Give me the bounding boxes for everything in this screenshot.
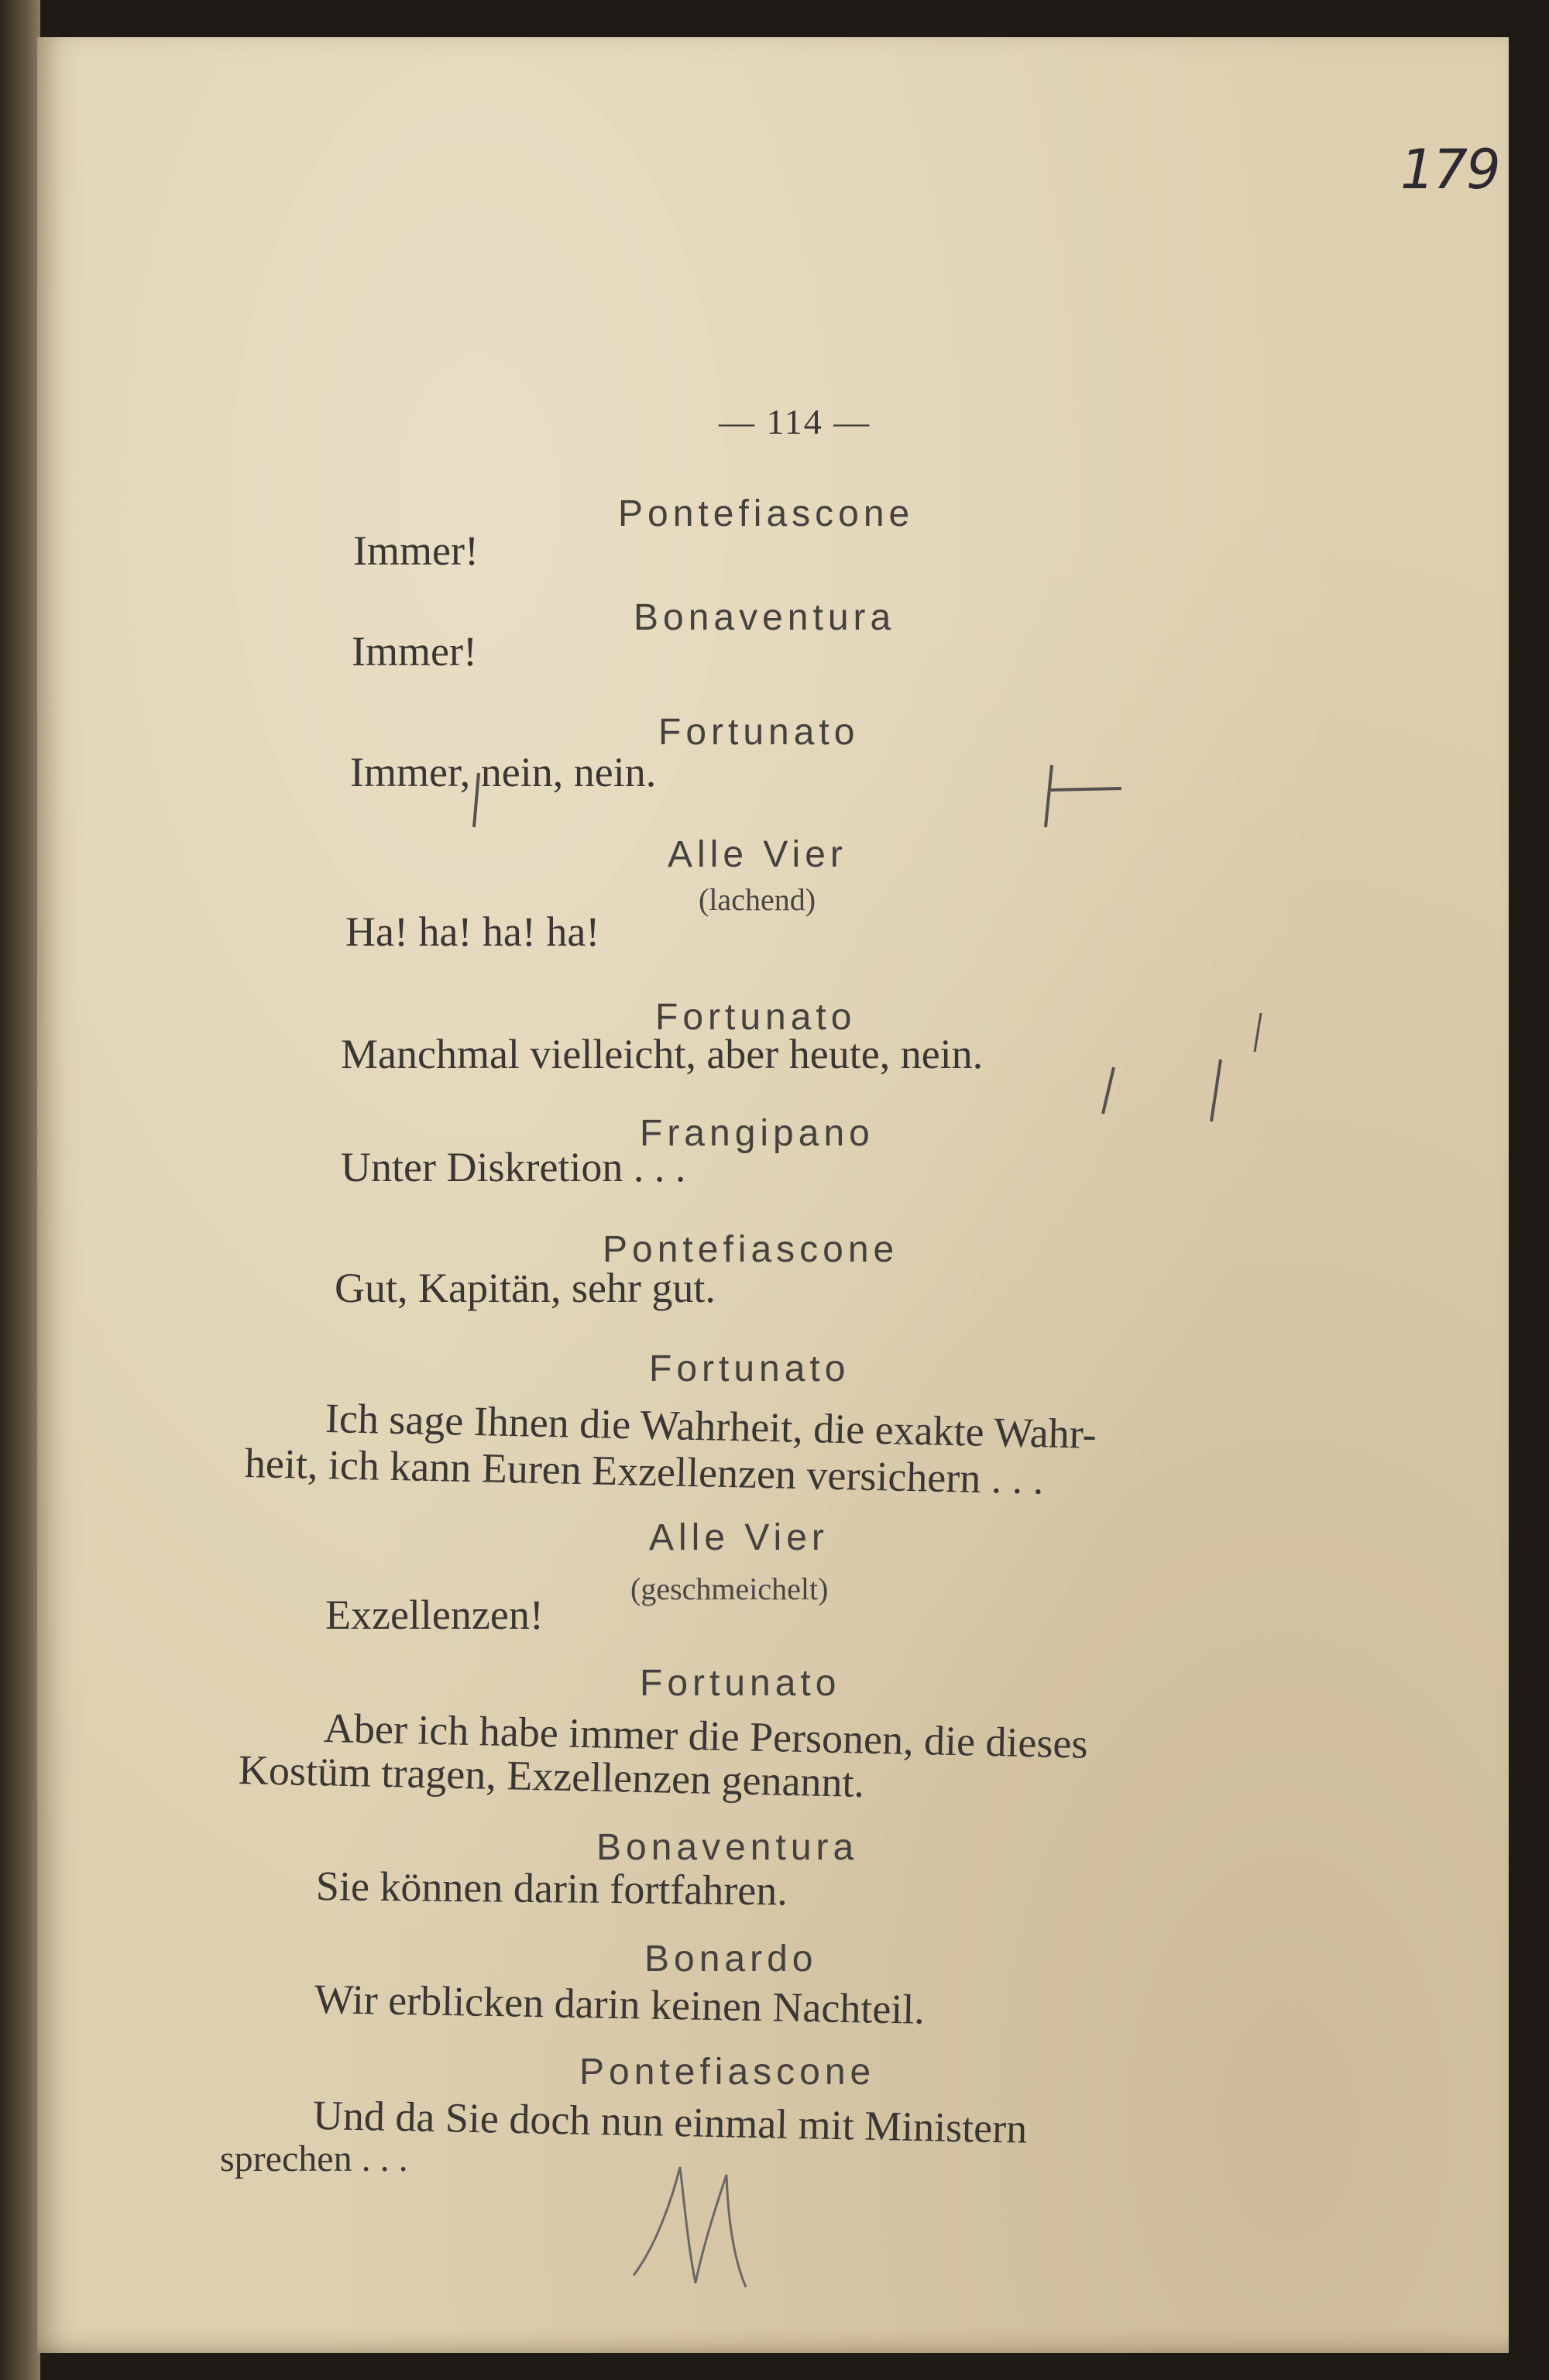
pencil-mark-icon: [1029, 734, 1152, 843]
speaker-name: Frangipano: [640, 1113, 874, 1154]
dialogue-line: Immer!: [352, 628, 477, 675]
speaker-name: Bonardo: [644, 1939, 818, 1980]
dialogue-line: heit, ich kann Euren Exzellenzen versichern . . .: [244, 1440, 1044, 1503]
dialogue-line: Wir erblicken darin keinen Nachteil.: [314, 1976, 926, 2033]
dialogue-line: sprechen . . .: [220, 2138, 408, 2179]
dialogue-line: Unter Diskretion . . .: [341, 1144, 686, 1190]
book-page: [37, 37, 1509, 2353]
dialogue-line: Immer, nein, nein.: [350, 749, 657, 795]
dialogue-line: Ich sage Ihnen die Wahrheit, die exakte Wahr-: [325, 1395, 1097, 1458]
speaker-name: Fortunato: [655, 997, 857, 1038]
handwritten-folio-number: 179: [1400, 138, 1499, 201]
dialogue-line: Ha! ha! ha! ha!: [345, 908, 600, 955]
speaker-name: Fortunato: [640, 1663, 841, 1704]
dialogue-line: Exzellenzen!: [325, 1592, 544, 1638]
speaker-name: Pontefiascone: [603, 1229, 899, 1270]
dialogue-line: Gut, Kapitän, sehr gut.: [335, 1265, 716, 1311]
speaker-name: Alle Vier: [668, 834, 847, 875]
stage-direction: (geschmeichelt): [630, 1571, 829, 1606]
book-spine: [0, 0, 40, 2380]
stage-direction: (lachend): [699, 882, 816, 917]
dialogue-line: Manchmal vielleicht, aber heute, nein.: [341, 1031, 984, 1077]
speaker-name: Alle Vier: [649, 1517, 829, 1558]
speaker-name: Fortunato: [649, 1348, 850, 1389]
dialogue-line: Kostüm tragen, Exzellenzen genannt.: [238, 1746, 865, 1806]
dialogue-line: Sie können darin fortfahren.: [315, 1863, 788, 1915]
speaker-name: Pontefiascone: [618, 493, 915, 534]
speaker-name: Bonaventura: [634, 597, 896, 638]
pencil-mark-icon: [1075, 998, 1276, 1152]
pencil-mark-icon: [463, 765, 494, 843]
speaker-name: Pontefiascone: [579, 2052, 876, 2093]
dialogue-line: Aber ich habe immer die Personen, die dieses: [323, 1705, 1089, 1767]
page-number: — 114 —: [719, 402, 871, 441]
speaker-name: Bonaventura: [596, 1827, 859, 1868]
dialogue-line: Und da Sie doch nun einmal mit Ministern: [312, 2092, 1028, 2152]
dialogue-line: Immer!: [353, 527, 479, 574]
speaker-name: Fortunato: [658, 712, 860, 753]
pencil-signature-icon: [610, 2152, 781, 2299]
